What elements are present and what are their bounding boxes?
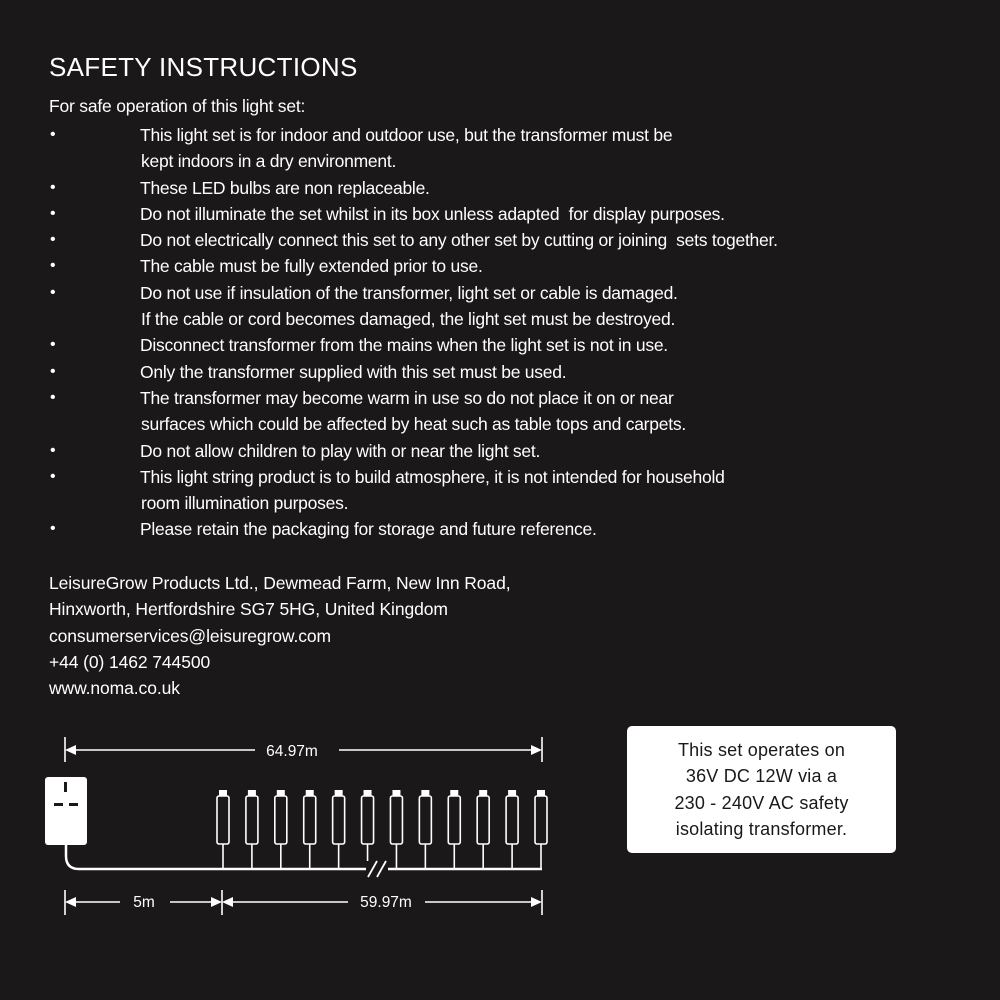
bullet-icon: • bbox=[50, 441, 56, 459]
arrow-right-lead bbox=[211, 897, 222, 907]
led-bulb-icon bbox=[477, 790, 489, 869]
instruction-item bbox=[49, 280, 929, 333]
instruction-item bbox=[49, 201, 929, 227]
led-bulb-icon bbox=[506, 790, 518, 869]
led-bulb-icon bbox=[246, 790, 258, 869]
lit-length-label: 59.97m bbox=[360, 894, 412, 911]
address-line-1: LeisureGrow Products Ltd., Dewmead Farm, New Inn Road, bbox=[49, 573, 511, 593]
instruction-item bbox=[49, 516, 929, 542]
arrow-left-lead bbox=[65, 897, 76, 907]
instruction-text: This light string product is to build atmosphere, it is not intended for household bbox=[140, 466, 725, 487]
led-bulb-icon bbox=[333, 790, 345, 869]
led-bulb-icon bbox=[217, 790, 229, 869]
instruction-item bbox=[49, 122, 929, 175]
voltage-notice-text bbox=[674, 737, 848, 842]
led-bulb-icon bbox=[419, 790, 431, 869]
bullet-icon: • bbox=[50, 336, 56, 354]
notice-line: This set operates on bbox=[677, 739, 846, 760]
instruction-text: Do not illuminate the set whilst in its box unless adapted for display purposes. bbox=[140, 203, 725, 224]
led-bulb-icon bbox=[362, 790, 374, 869]
instruction-item bbox=[49, 253, 929, 279]
instruction-text: surfaces which could be affected by heat such as table tops and carpets. bbox=[141, 414, 686, 435]
bullet-icon: • bbox=[50, 362, 56, 380]
instruction-text: room illumination purposes. bbox=[141, 493, 349, 514]
bullet-icon: • bbox=[50, 467, 56, 485]
safety-instructions-list bbox=[49, 122, 929, 543]
bullet-icon: • bbox=[50, 178, 56, 196]
total-length-label: 64.97m bbox=[266, 743, 318, 760]
arrow-right-lit bbox=[531, 897, 542, 907]
cable-line bbox=[66, 845, 542, 869]
instruction-text: Disconnect transformer from the mains when the light set is not in use. bbox=[140, 335, 668, 356]
instruction-text: Only the transformer supplied with this set must be used. bbox=[140, 361, 567, 382]
led-bulb-icon bbox=[304, 790, 316, 869]
lead-length-label: 5m bbox=[133, 894, 155, 911]
bulb-group bbox=[217, 790, 547, 869]
instruction-item bbox=[49, 464, 929, 517]
instruction-text: If the cable or cord becomes damaged, the light set must be destroyed. bbox=[141, 309, 676, 330]
notice-line: 36V DC 12W via a bbox=[685, 766, 838, 787]
instruction-text: Do not allow children to play with or near the light set. bbox=[140, 440, 541, 461]
notice-line: 230 - 240V AC safety bbox=[674, 792, 849, 813]
instruction-item bbox=[49, 332, 929, 358]
email-text: consumerservices@leisuregrow.com bbox=[49, 625, 332, 646]
bullet-icon: • bbox=[50, 126, 56, 143]
bullet-icon: • bbox=[50, 388, 56, 406]
website-text: www.noma.co.uk bbox=[49, 678, 180, 699]
led-bulb-icon bbox=[275, 790, 287, 869]
arrow-right-total bbox=[531, 745, 542, 755]
led-bulb-icon bbox=[390, 790, 402, 869]
instruction-text: Do not use if insulation of the transformer, light set or cable is damaged. bbox=[140, 282, 678, 303]
bullet-icon: • bbox=[50, 204, 56, 222]
light-set-diagram bbox=[0, 720, 600, 920]
arrow-left-total bbox=[65, 745, 76, 755]
page-title: SAFETY INSTRUCTIONS bbox=[49, 52, 358, 82]
intro-text: For safe operation of this light set: bbox=[49, 96, 306, 116]
bullet-icon: • bbox=[50, 257, 56, 275]
instruction-text: This light set is for indoor and outdoor use, but the transformer must be bbox=[140, 125, 673, 145]
transformer-plug-icon bbox=[45, 777, 87, 845]
voltage-notice-box bbox=[627, 726, 896, 853]
instruction-item bbox=[49, 438, 929, 464]
instruction-text: Do not electrically connect this set to any other set by cutting or joining sets together. bbox=[140, 230, 778, 251]
instruction-text: The transformer may become warm in use so do not place it on or near bbox=[140, 387, 674, 408]
arrow-left-lit bbox=[222, 897, 233, 907]
instruction-text: The cable must be fully extended prior to use. bbox=[140, 256, 483, 277]
address-line-2: Hinxworth, Hertfordshire SG7 5HG, United Kingdom bbox=[49, 599, 448, 620]
instruction-item bbox=[49, 385, 929, 438]
instruction-text: These LED bulbs are non replaceable. bbox=[140, 177, 430, 198]
notice-line: isolating transformer. bbox=[675, 818, 848, 839]
led-bulb-icon bbox=[448, 790, 460, 869]
company-contact-block bbox=[49, 570, 510, 701]
instruction-item bbox=[49, 227, 929, 253]
instruction-item bbox=[49, 175, 929, 201]
bullet-icon: • bbox=[50, 520, 56, 538]
instruction-item bbox=[49, 359, 929, 385]
instruction-text: Please retain the packaging for storage and future reference. bbox=[140, 519, 597, 540]
bullet-icon: • bbox=[50, 231, 56, 249]
bullet-icon: • bbox=[50, 283, 56, 301]
led-bulb-icon bbox=[535, 790, 547, 869]
instruction-text: kept indoors in a dry environment. bbox=[141, 151, 397, 172]
phone-text: +44 (0) 1462 744500 bbox=[49, 651, 211, 672]
